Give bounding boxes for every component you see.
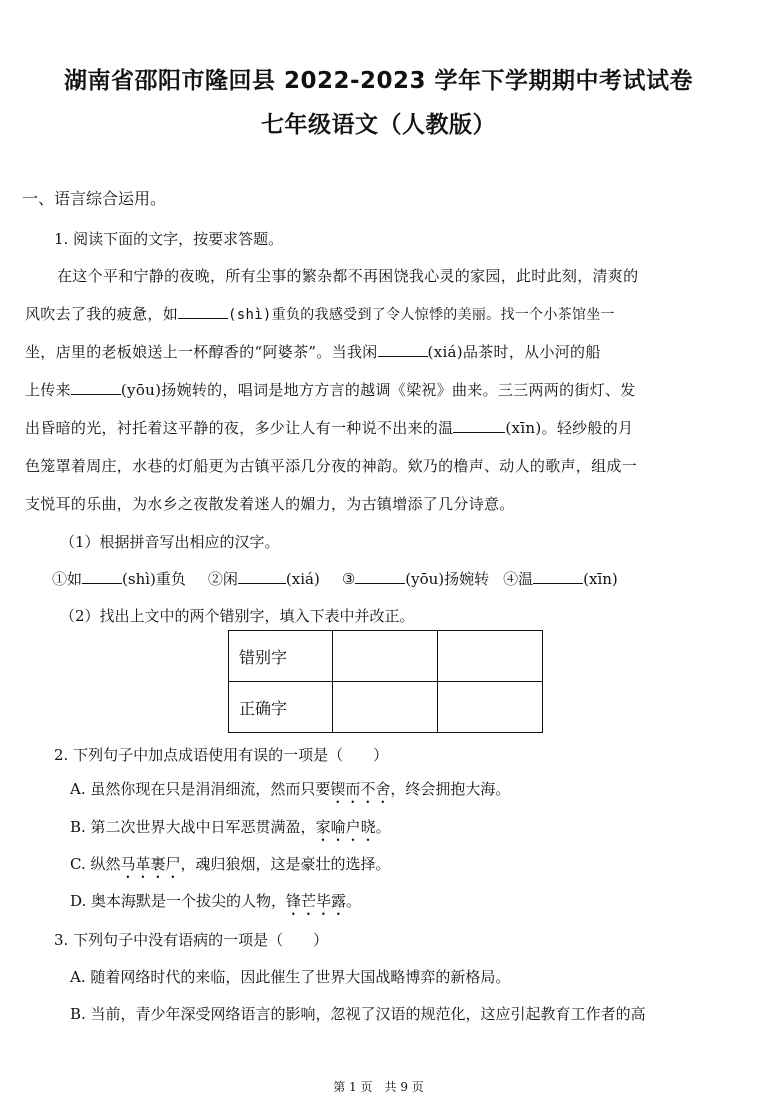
dotted-idiom: 锋芒毕露 <box>286 892 347 910</box>
option-text: A. 虽然你现在只是涓涓细流，然而只要 <box>70 780 331 798</box>
passage-line <box>25 341 737 363</box>
table-header-correct: 正确字 <box>229 682 333 733</box>
passage-text: 上传来 <box>25 381 71 399</box>
option-text: ，魂归狼烟，这是豪壮的选择。 <box>180 855 391 873</box>
q2-option-b[interactable] <box>70 816 757 845</box>
option-text: 。 <box>346 892 362 910</box>
passage-text: (yōu)扬婉转的，唱词是地方方言的越调《梁祝》曲来。三三两两的街灯、发 <box>120 381 636 399</box>
blank-xin[interactable] <box>453 418 505 433</box>
passage-line <box>25 303 737 326</box>
table-cell[interactable] <box>438 682 543 733</box>
table-cell[interactable] <box>438 631 543 682</box>
q1-stem: 1. 阅读下面的文字，按要求答题。 <box>54 230 284 248</box>
q2-option-d[interactable] <box>70 890 757 919</box>
passage-line: 在这个平和宁静的夜晚，所有尘事的繁杂都不再困饶我心灵的家园，此时此刻，清爽的 <box>57 267 639 285</box>
option-text: C. 纵然 <box>70 855 121 873</box>
option-text: B. 第二次世界大战中日军恶贯满盈， <box>70 818 316 836</box>
q3-stem: 3. 下列句子中没有语病的一项是（ ） <box>54 931 329 949</box>
answer-blank[interactable] <box>533 569 583 584</box>
table-cell[interactable] <box>333 682 438 733</box>
item-label: ②闲 <box>207 570 238 588</box>
passage-line <box>25 379 737 401</box>
q3-option-a[interactable]: A. 随着网络时代的来临，因此催生了世界大国战略博弈的新格局。 <box>70 968 511 986</box>
passage-line <box>25 417 737 439</box>
q3-option-b[interactable]: B. 当前，青少年深受网络语言的影响，忽视了汉语的规范化，这应引起教育工作者的高 <box>70 1005 646 1023</box>
q1-sub1-prompt: （1）根据拼音写出相应的汉字。 <box>60 533 280 551</box>
dotted-idiom: 家喻户晓 <box>315 818 376 836</box>
passage-text: (xīn)。轻纱般的月 <box>505 419 634 437</box>
option-text: ，终会拥抱大海。 <box>390 780 511 798</box>
item-label: (xiá) <box>285 570 320 588</box>
q1-sub2-prompt: （2）找出上文中的两个错别字，填入下表中并改正。 <box>60 607 415 625</box>
option-text: D. 奥本海默是一个拔尖的人物， <box>70 892 287 910</box>
blank-you[interactable] <box>71 380 121 395</box>
passage-text: (xiá)品茶时，从小河的船 <box>427 343 601 361</box>
blank-xia[interactable] <box>378 342 428 357</box>
item-label: (shì)重负 <box>122 570 186 588</box>
passage-text: (shì)重负的我感受到了令人惊悸的美丽。找一个小茶馆坐一 <box>228 307 615 323</box>
q1-sub1-items <box>52 568 757 590</box>
blank-shi[interactable] <box>178 304 228 319</box>
passage-text: 风吹去了我的疲惫，如 <box>25 305 179 323</box>
item-label: ①如 <box>52 570 83 588</box>
q2-option-c[interactable] <box>70 853 757 882</box>
correction-table <box>228 630 543 733</box>
exam-subtitle: 七年级语文（人教版） <box>261 112 496 138</box>
section-heading: 一、语言综合运用。 <box>22 189 167 208</box>
option-text: 。 <box>375 818 391 836</box>
answer-blank[interactable] <box>82 569 122 584</box>
table-header-wrong: 错别字 <box>229 631 333 682</box>
q2-stem: 2. 下列句子中加点成语使用有误的一项是（ ） <box>54 746 389 764</box>
passage-line: 支悦耳的乐曲，为水乡之夜散发着迷人的媚力，为古镇增添了几分诗意。 <box>25 495 515 513</box>
item-label: ③ <box>341 570 356 588</box>
dotted-idiom: 锲而不舍 <box>330 780 391 798</box>
passage-text: 坐，店里的老板娘送上一杯醇香的“阿婆茶”。当我闲 <box>25 343 378 361</box>
page-footer: 第 1 页 共 9 页 <box>333 1080 424 1094</box>
item-label: (yōu)扬婉转 <box>405 570 490 588</box>
exam-title: 湖南省邵阳市隆回县 2022-2023 学年下学期期中考试试卷 <box>63 68 694 94</box>
item-label: (xīn) <box>583 570 618 588</box>
item-label: ④温 <box>503 570 534 588</box>
dotted-idiom: 马革裹尸 <box>120 855 181 873</box>
passage-text: 出昏暗的光，衬托着这平静的夜，多少让人有一种说不出来的温 <box>25 419 454 437</box>
passage-line: 色笼罩着周庄，水巷的灯船更为古镇平添几分夜的神韵。欸乃的橹声、动人的歌声，组成一 <box>25 457 638 475</box>
q2-option-a[interactable] <box>70 778 757 807</box>
table-cell[interactable] <box>333 631 438 682</box>
answer-blank[interactable] <box>238 569 286 584</box>
answer-blank[interactable] <box>355 569 405 584</box>
